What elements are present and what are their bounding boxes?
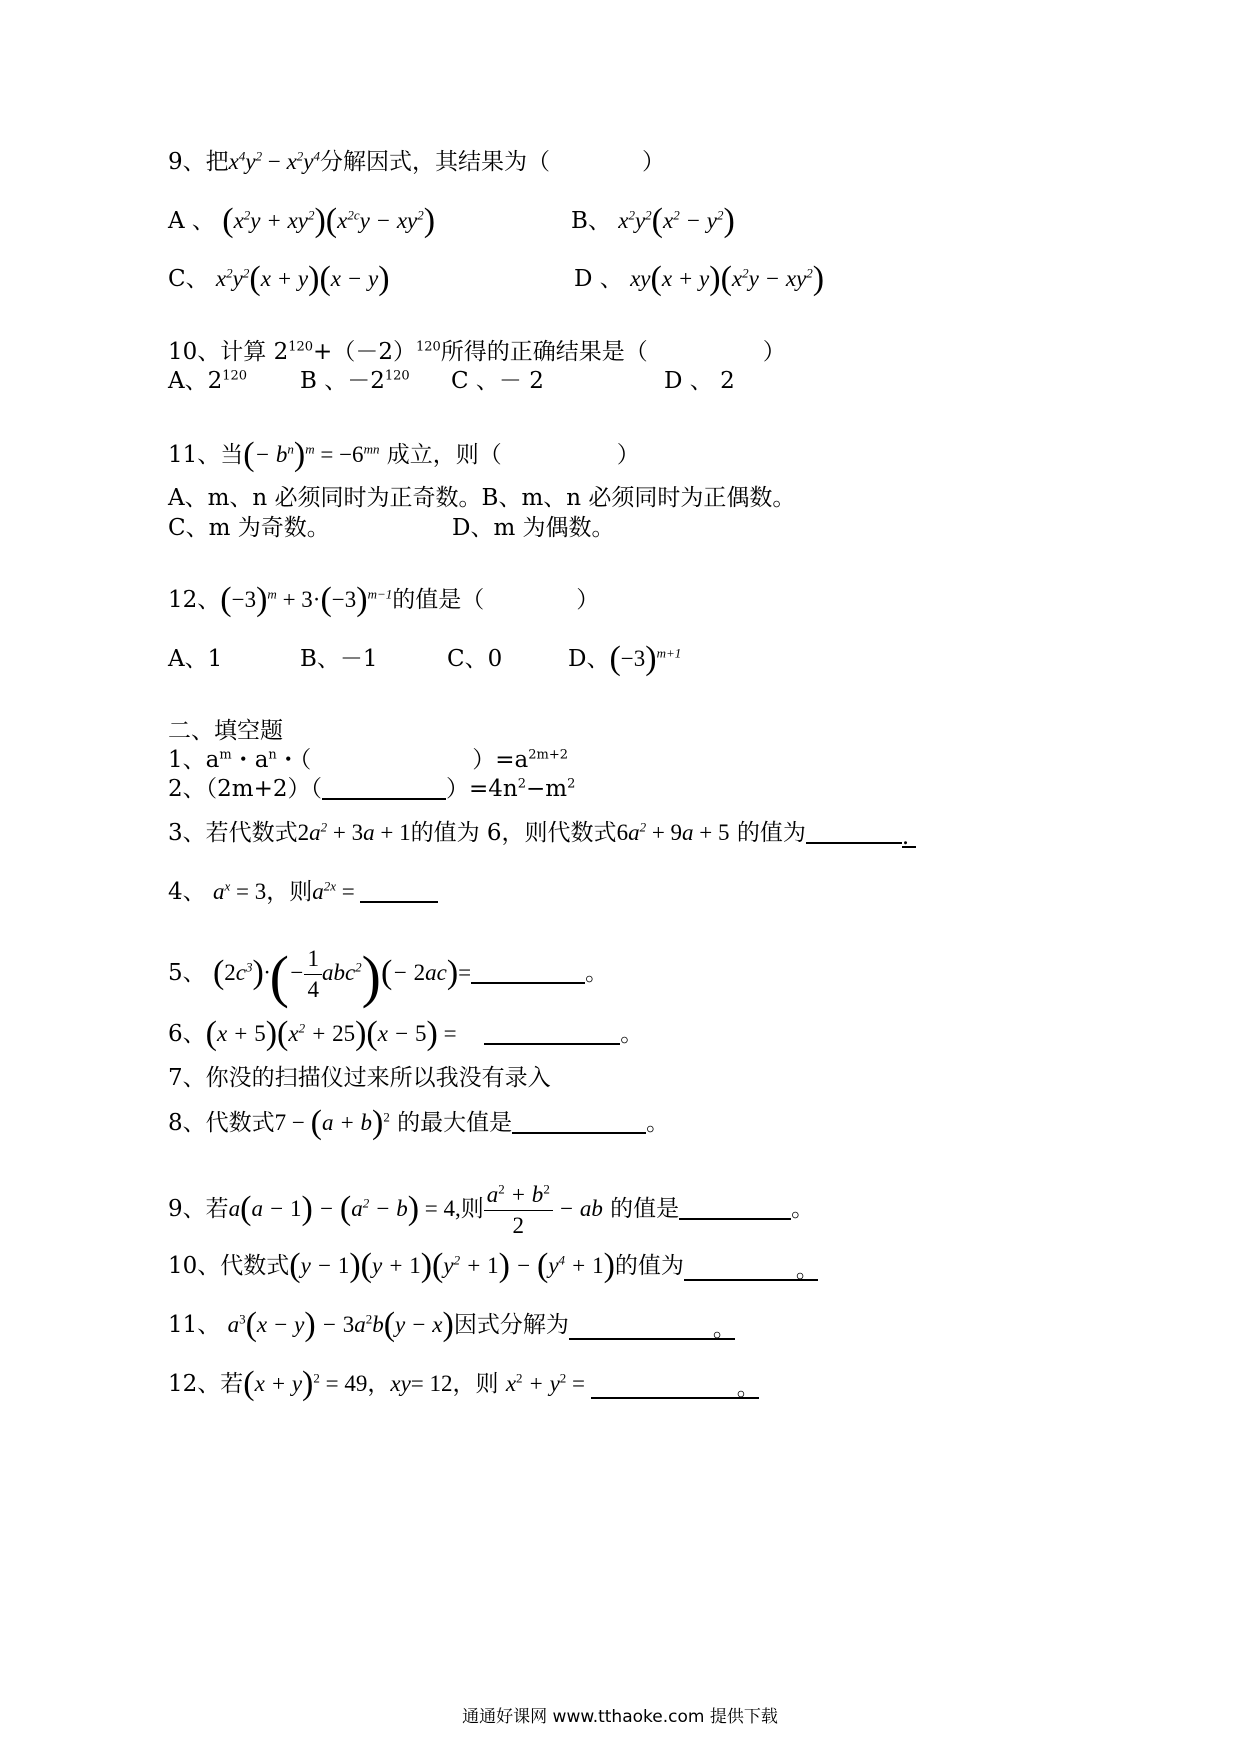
q12-stem [168, 581, 600, 618]
fill-q3-post: 的值为 [736, 820, 806, 846]
q12-option-c: C、0 [447, 646, 503, 672]
fill-q3 [168, 818, 916, 848]
q9-stem [168, 147, 665, 177]
q11-options-ab [168, 483, 795, 513]
q10-stem [168, 337, 786, 367]
fill-q5-pre: 5、 [168, 959, 206, 986]
fill-q6-end: 。 [620, 1021, 644, 1047]
fill-q11-blank[interactable] [569, 1314, 735, 1340]
fill-q11-post: 因式分解为 [453, 1312, 569, 1338]
q10-option-b-label: B 、－2 [300, 368, 385, 394]
q9-option-a-expr: $(x^2y + xy^2)(x^{2c}y - xy^2)$ [222, 202, 436, 239]
q11-expr: (− $b^n)^m = -6^{mn}$ [243, 436, 380, 473]
fill-q10-expr: $(y - 1)(y + 1)(y^2 + 1) - (y^4 + 1)$ [289, 1247, 615, 1284]
fill-q7: 7、你没的扫描仪过来所以我没有录入 [168, 1065, 551, 1091]
q10-exp1: 120 [288, 339, 314, 355]
q10-option-b [300, 366, 410, 396]
fill-q2-blank[interactable] [322, 774, 446, 800]
fill-q12-pre: 12、若 [168, 1371, 244, 1397]
fill-q5-fraction: $\frac{1}{4}$ [304, 944, 322, 1005]
fill-q1-e2: n [268, 747, 277, 763]
q10-exp2: 120 [415, 339, 441, 355]
fill-q1 [168, 745, 568, 775]
fill-q6 [168, 1015, 644, 1052]
fill-q9-fraction: $\frac{a^2 + b^2}{2}$ [484, 1180, 553, 1241]
fill-q3-end: . [902, 822, 916, 848]
fill-q6-expr: $(x + 5)(x^2 + 25)(x - 5)$ = [205, 1015, 463, 1052]
fill-q9-pre: 9、若 [168, 1195, 229, 1222]
fill-q3-expr2: $6a^2 + 9a + 5$ [616, 819, 730, 845]
fill-q10-pre: 10、代数式 [168, 1253, 290, 1279]
q9-option-c-expr: $x^2y^2(x + y)(x - y)$ [215, 260, 390, 297]
fill-q9-expr2: $\frac{a^2 + b^2}{2}$ − ab [484, 1196, 603, 1221]
fill-q4-pre: 4、 [168, 879, 206, 905]
q9-stem-pre: 9、把 [168, 149, 229, 175]
fill-q2-e1: 2 [517, 776, 526, 792]
q12-option-d-label: D、 [568, 646, 610, 672]
q11-option-b: B、m、n 必须同时为正偶数。 [481, 485, 796, 511]
q9-option-b [571, 202, 735, 239]
fill-q4-blank[interactable] [360, 877, 438, 903]
fill-q11-pre: 11、 [168, 1312, 221, 1338]
fill-q4-expr2: $a^{2x}$ = [312, 878, 361, 904]
fill-q4-mid: ，则 [266, 879, 313, 905]
q10-option-a-exp: 120 [222, 368, 248, 384]
fill-q6-pre: 6、 [168, 1021, 206, 1047]
fill-q4 [168, 877, 438, 907]
q10-option-d: D 、 2 [664, 368, 735, 394]
q9-option-d-label: D 、 [574, 266, 623, 292]
q11-stem-post: 成立，则（ ） [386, 442, 640, 468]
q9-stem-post: 分解因式，其结果为（ ） [320, 149, 665, 175]
section2-heading: 二、填空题 [168, 718, 283, 744]
fill-q4-expr1: $a^x = 3$ [212, 878, 267, 904]
q12-option-b: B、－1 [300, 646, 378, 672]
q11-option-a: A、m、n 必须同时为正奇数。 [168, 485, 482, 511]
q11-stem [168, 436, 640, 473]
fill-q8 [168, 1104, 670, 1141]
q9-option-c-label: C、 [168, 266, 209, 292]
fill-q5 [168, 943, 609, 1009]
fill-q3-mid: 的值为 6，则代数式 [410, 820, 617, 846]
fill-q2-e2: 2 [567, 776, 576, 792]
fill-q9 [168, 1180, 814, 1241]
fill-q9-expr1: $a(a - 1) - (a^2 - b) = 4$, [228, 1189, 461, 1227]
q10-option-a [168, 366, 247, 396]
fill-q8-pre: 8、代数式 [168, 1110, 275, 1136]
q9-option-c [168, 260, 390, 297]
fill-q12 [168, 1365, 760, 1402]
fill-q12-end: 。 [736, 1375, 760, 1401]
fill-q1-mid: ・a [231, 747, 269, 773]
q12-option-d [568, 640, 682, 677]
fill-q8-expr: $7 - (a + b)^2$ [274, 1104, 390, 1141]
fill-q9-post: 的值是 [610, 1195, 680, 1222]
fill-q12-expr1: $(x + y)^2 = 49$，xy= 12 [243, 1365, 453, 1402]
q10-option-c: C 、－ 2 [451, 368, 544, 394]
fill-q3-blank[interactable] [806, 818, 902, 844]
fill-q8-end: 。 [646, 1110, 670, 1136]
fill-q11-expr: $a^3(x - y) - 3a^2b(y - x)$ [227, 1306, 454, 1343]
fill-q11 [168, 1306, 736, 1343]
fill-q10-blank[interactable] [684, 1255, 818, 1281]
fill-q2-pre: 2、（2m+2）（ [168, 776, 322, 802]
q9-expr: $x^4y^2 - x^2y^4$ [228, 148, 320, 174]
fill-q9-end: 。 [791, 1195, 815, 1222]
fill-q1-e1: m [219, 747, 232, 763]
fill-q5-expr: $(2c^3)\cdot(-$ $\frac{1}{4}$ abc$^2$)(− 2ac)= [212, 943, 472, 1009]
fill-q9-mid: 则 [460, 1195, 484, 1222]
fill-q1-mid2: ・（ ）=a [276, 747, 529, 773]
fill-q10 [168, 1247, 819, 1284]
fill-q5-end: 。 [585, 959, 609, 986]
fill-q11-end: 。 [712, 1316, 736, 1342]
q9-option-a [168, 202, 436, 239]
q12-expr: $(-3)^m + 3\cdot(-3)^{m-1}$ [220, 581, 393, 618]
q9-option-d-expr: $xy(x + y)(x^2y - xy^2)$ [630, 260, 825, 297]
fill-q3-pre: 3、若代数式 [168, 820, 298, 846]
fill-q12-expr2: $x^2 + y^2$ = [505, 1370, 591, 1396]
fill-q10-end: 。 [795, 1257, 819, 1283]
q12-option-d-expr: $(-3)^{m+1}$ [609, 640, 682, 677]
q9-option-a-label: A 、 [168, 208, 215, 234]
fill-q5-blank[interactable] [471, 958, 585, 984]
fill-q12-mid: ，则 [452, 1371, 499, 1397]
q11-stem-pre: 11、当 [168, 442, 244, 468]
fill-q1-pre: 1、a [168, 747, 220, 773]
page-footer: 通通好课网 www.tthaoke.com 提供下载 [462, 1707, 778, 1727]
fill-q1-e3: 2m+2 [528, 747, 569, 763]
q12-option-a: A、1 [168, 646, 223, 672]
q9-option-d [574, 260, 825, 297]
fill-q2-mid: −m [525, 776, 568, 802]
q10-option-b-exp: 120 [384, 368, 410, 384]
fill-q12-blank[interactable] [591, 1373, 759, 1399]
fill-q8-post: 的最大值是 [397, 1110, 513, 1136]
fill-q2 [168, 774, 575, 804]
fill-q10-post: 的值为 [614, 1253, 684, 1279]
q11-option-c: C、m 为奇数。 [168, 515, 330, 541]
q10-option-a-label: A、2 [168, 368, 223, 394]
q11-option-d: D、m 为偶数。 [452, 515, 615, 541]
fill-q3-expr1: $2a^2 + 3a + 1$ [297, 819, 411, 845]
q9-option-b-expr: $x^2y^2(x^2 - y^2)$ [618, 202, 735, 239]
fill-q2-post: ）=4n [445, 776, 518, 802]
q12-stem-pre: 12、 [168, 587, 221, 613]
fill-q8-blank[interactable] [512, 1108, 646, 1134]
fill-q6-blank[interactable] [484, 1019, 620, 1045]
q10-stem-post: 所得的正确结果是（ ） [440, 339, 786, 365]
fill-q9-blank[interactable] [679, 1194, 791, 1220]
q10-stem-pre: 10、计算 2 [168, 339, 289, 365]
q12-stem-post: 的值是（ ） [392, 587, 600, 613]
q10-stem-mid: +（－2） [313, 339, 416, 365]
q9-option-b-label: B、 [571, 208, 611, 234]
